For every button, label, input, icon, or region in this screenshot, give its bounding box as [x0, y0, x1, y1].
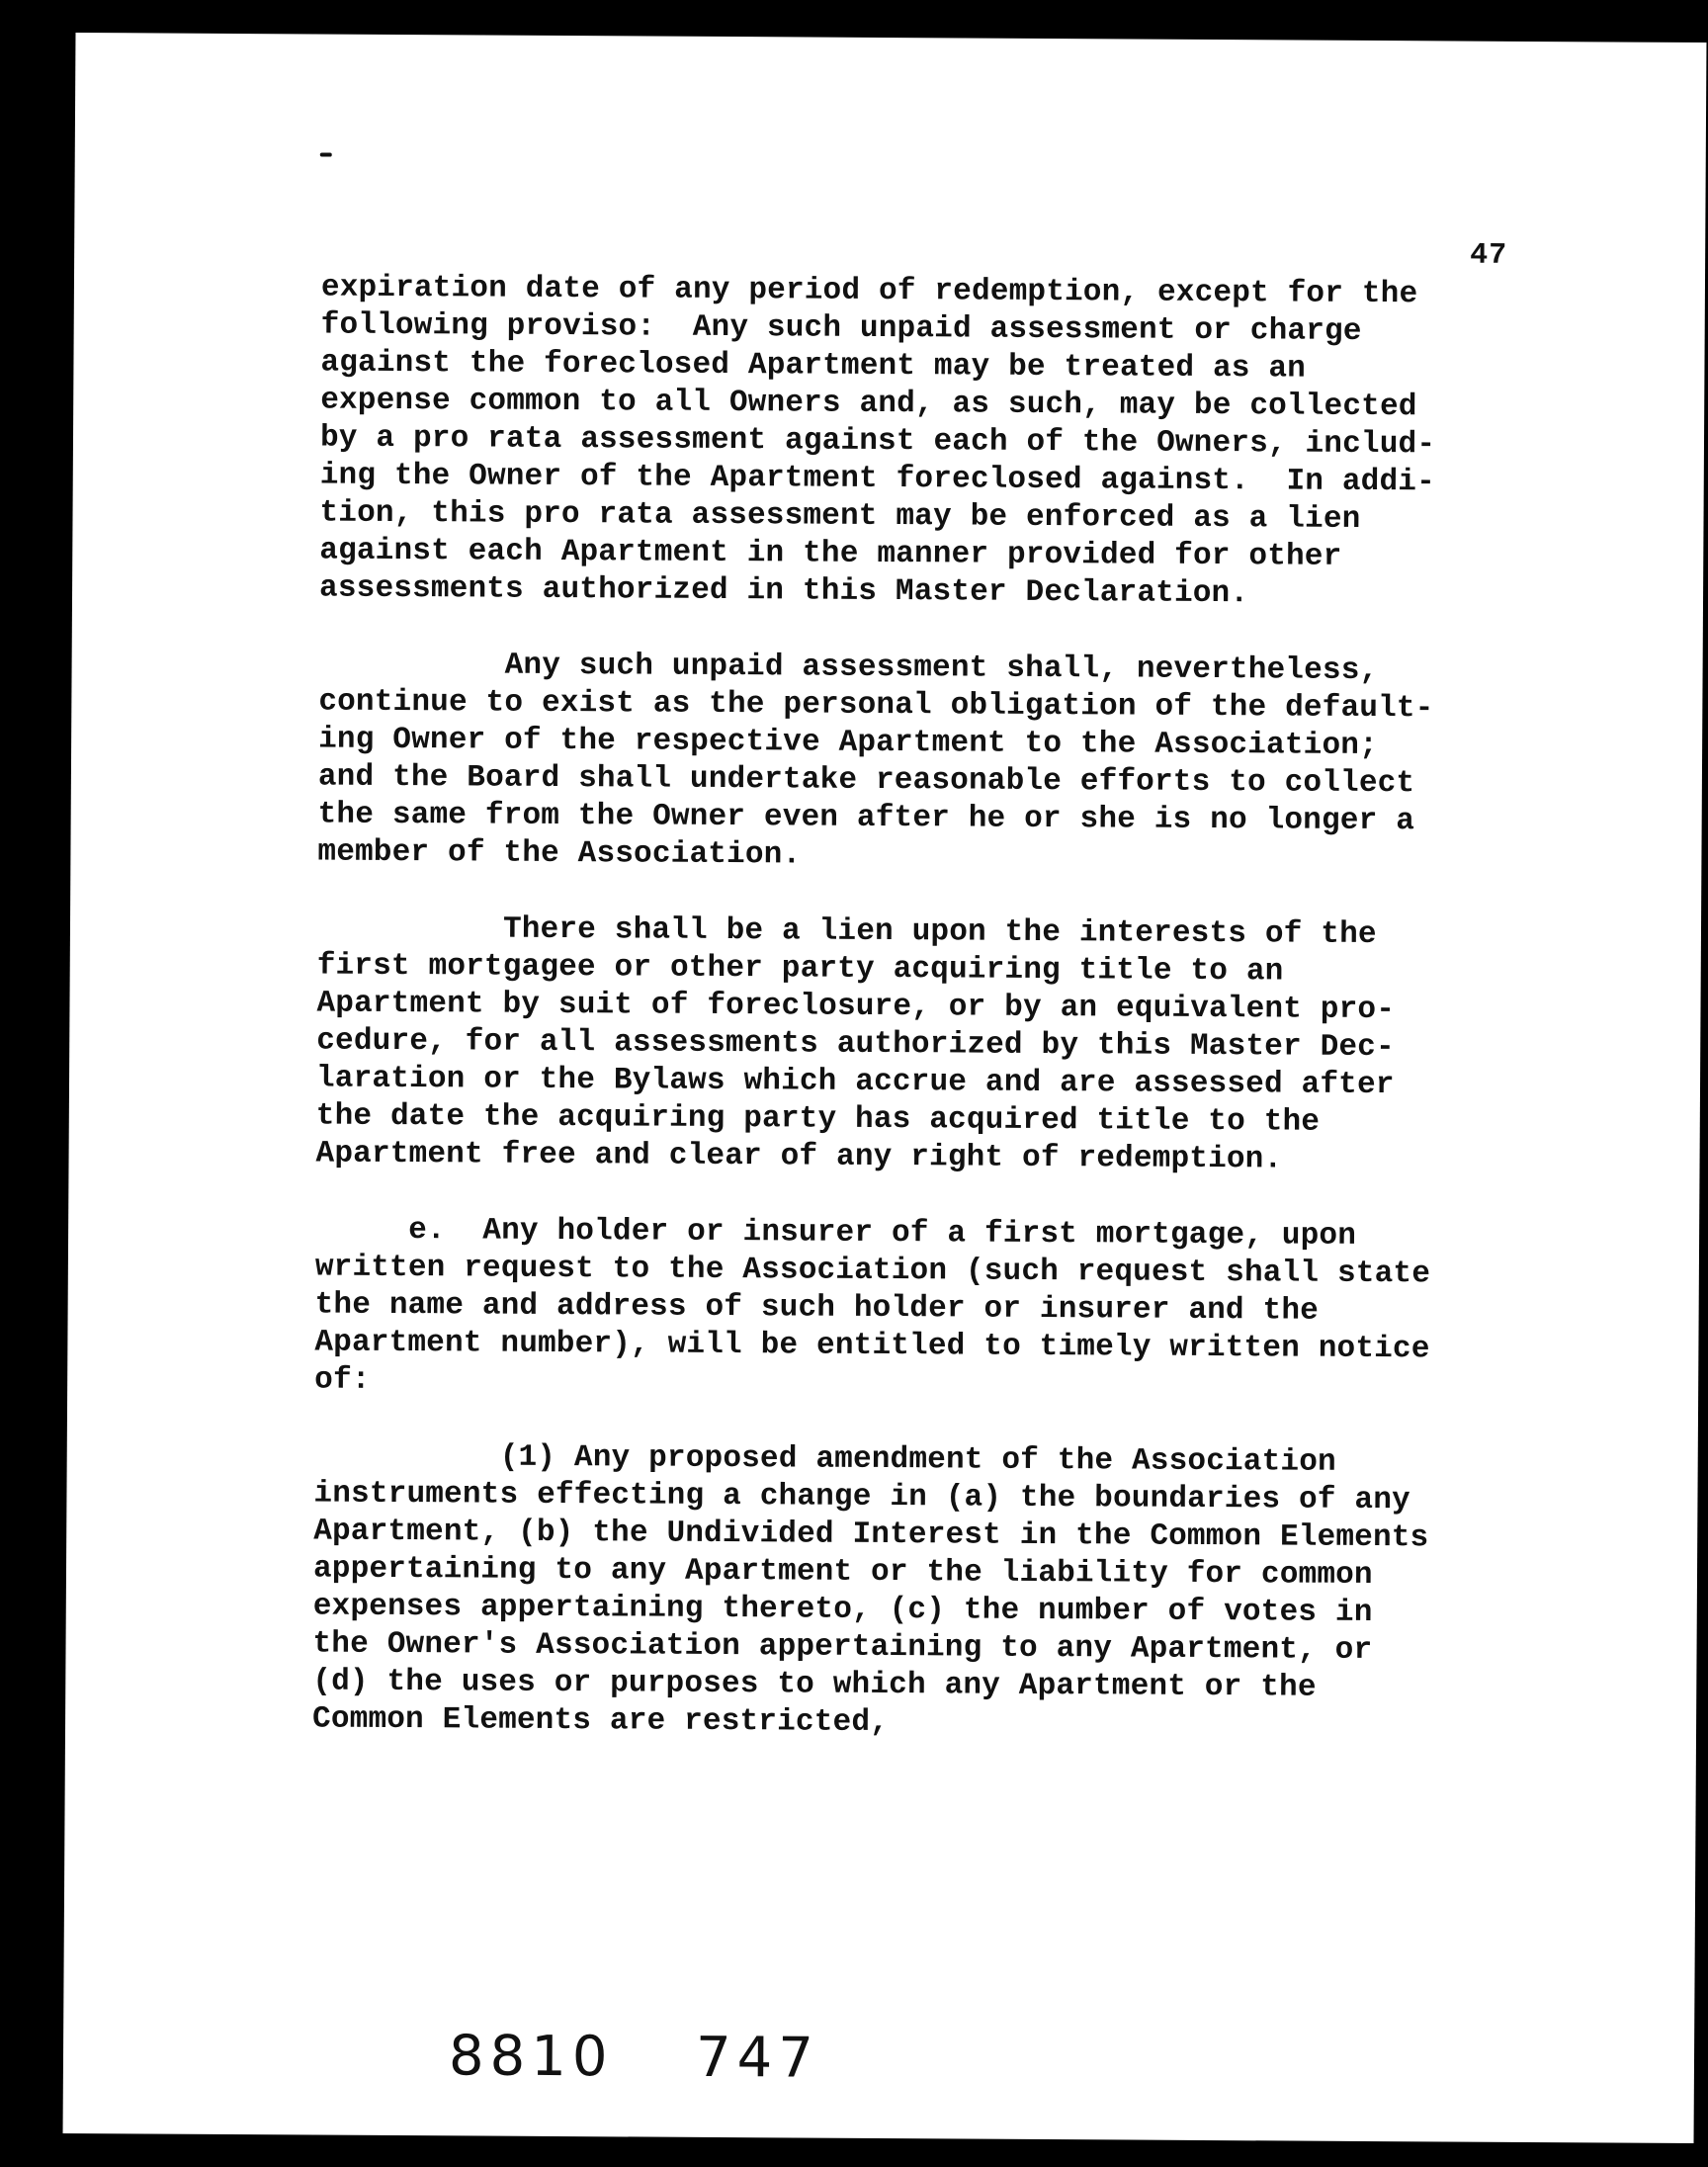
- text-line: expiration date of any period of redemption, except for the: [320, 270, 1418, 312]
- paragraph-item-1: [312, 1437, 1599, 1746]
- text-line: against each Apartment in the manner provided for other: [319, 533, 1342, 574]
- text-line: instruments effecting a change in (a) the boundaries of any: [313, 1476, 1410, 1518]
- text-line: first mortgagee or other party acquiring title to an: [316, 948, 1284, 990]
- text-line: written request to the Association (such request shall state: [314, 1250, 1431, 1292]
- text-line: the name and address of such holder or insurer and the: [314, 1287, 1320, 1329]
- text-line: ing the Owner of the Apartment foreclosed against. In addi-: [319, 458, 1436, 500]
- text-line: of:: [314, 1362, 371, 1398]
- document-page: [63, 33, 1707, 2143]
- text-line: (d) the uses or purposes to which any Apartment or the: [312, 1664, 1317, 1705]
- text-line: Common Elements are restricted,: [311, 1701, 890, 1741]
- page-number: 47: [1470, 238, 1508, 273]
- footer-code-left: 8810: [448, 2024, 614, 2090]
- text-line: ing Owner of the respective Apartment to the Association;: [318, 722, 1379, 764]
- text-line: following proviso: Any such unpaid assessment or charge: [320, 307, 1362, 349]
- paragraph-lien: [315, 910, 1602, 1180]
- text-line: expense common to all Owners and, as such, may be collected: [320, 383, 1417, 425]
- text-line: Apartment free and clear of any right of redemption.: [315, 1136, 1283, 1177]
- text-line: laration or the Bylaws which accrue and are assessed after: [315, 1061, 1395, 1103]
- text-line: member of the Association.: [317, 834, 802, 873]
- text-line: by a pro rata assessment against each of the Owners, includ-: [319, 420, 1436, 463]
- text-line: the Owner's Association appertaining to any Apartment, or: [312, 1626, 1373, 1669]
- footer-code-right: 747: [695, 2025, 820, 2091]
- text-line: Any such unpaid assessment shall, nevertheless,: [318, 647, 1379, 689]
- text-line: the same from the Owner even after he or she is no longer a: [317, 797, 1415, 839]
- text-line: continue to exist as the personal obligation of the default-: [318, 684, 1434, 727]
- text-line: (1) Any proposed amendment of the Association: [313, 1438, 1336, 1480]
- paragraph-redemption: [319, 270, 1606, 616]
- text-line: Apartment number), will be entitled to timely written notice: [314, 1325, 1430, 1367]
- text-line: and the Board shall undertake reasonable efforts to collect: [317, 759, 1415, 802]
- scan-speck: [320, 152, 332, 156]
- text-line: expenses appertaining thereto, (c) the number of votes in: [312, 1589, 1373, 1631]
- text-line: There shall be a lien upon the interests of the: [316, 910, 1377, 953]
- text-line: Apartment, (b) the Undivided Interest in the Common Elements: [313, 1514, 1429, 1556]
- document-body: [312, 270, 1606, 1785]
- text-line: against the foreclosed Apartment may be treated as an: [320, 345, 1307, 387]
- paragraph-personal-obligation: [317, 646, 1603, 879]
- text-line: e. Any holder or insurer of a first mortgage, upon: [315, 1212, 1357, 1254]
- text-line: tion, this pro rata assessment may be enforced as a lien: [319, 495, 1361, 537]
- text-line: the date the acquiring party has acquired title to the: [315, 1098, 1321, 1140]
- text-line: Apartment by suit of foreclosure, or by an equivalent pro-: [316, 986, 1396, 1028]
- paragraph-item-e: [314, 1211, 1600, 1407]
- text-line: assessments authorized in this Master Declaration.: [318, 570, 1249, 612]
- text-line: cedure, for all assessments authorized by this Master Dec-: [316, 1023, 1395, 1066]
- text-line: appertaining to any Apartment or the liability for common: [312, 1551, 1373, 1594]
